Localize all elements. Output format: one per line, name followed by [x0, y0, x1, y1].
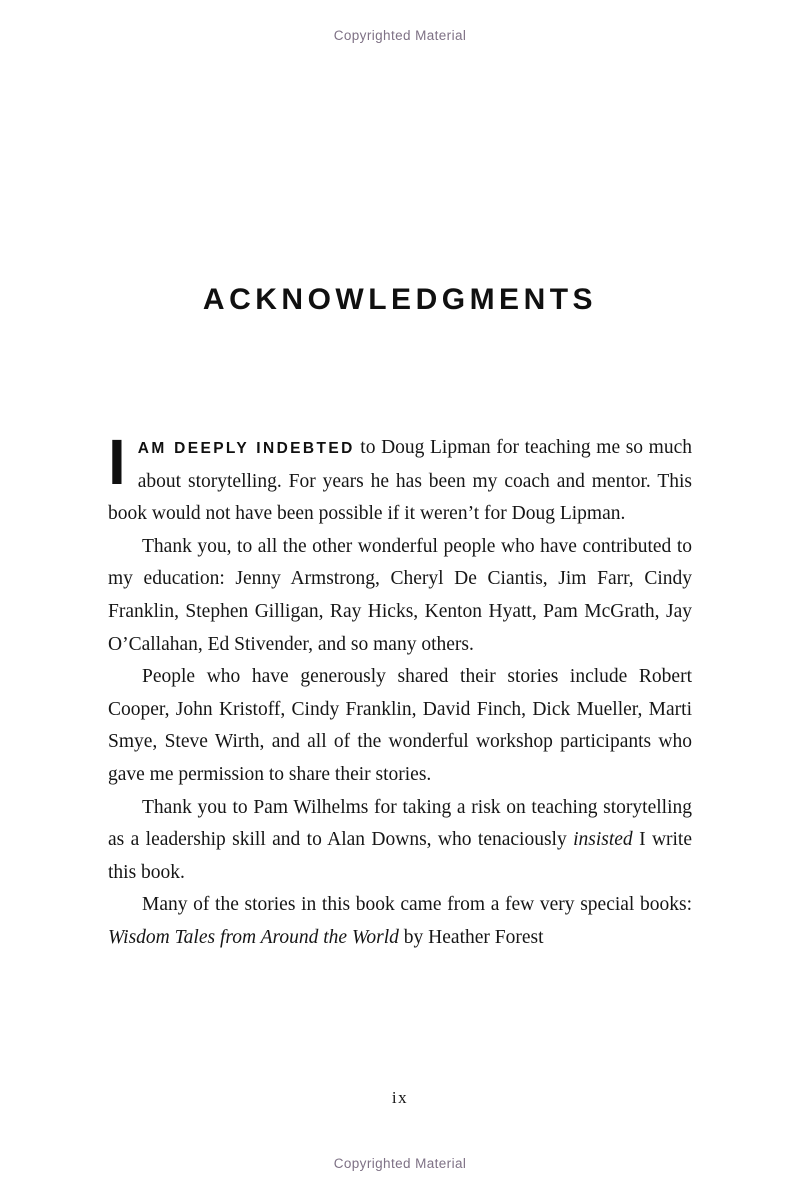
text-segment: People who have generously shared their stories include Robert Cooper, John Kristoff, Cindy Franklin, David Finch, Dick Mueller, Marti Smye, Steve Wirth, and all of the wonderful workshop participants who gave me permission to share their stories. — [108, 666, 692, 785]
text-segment: Wisdom Tales from Around the World — [108, 926, 399, 948]
dropcap-letter: I — [108, 426, 126, 498]
paragraph — [108, 661, 692, 791]
copyright-notice-bottom: Copyrighted Material — [333, 1156, 467, 1171]
paragraph — [108, 889, 692, 954]
copyright-notice-top: Copyrighted Material — [333, 28, 467, 43]
paragraph — [108, 792, 692, 890]
text-segment: by Heather Forest — [398, 926, 544, 948]
paragraph — [108, 531, 692, 661]
text-segment: AM DEEPLY INDEBTED — [137, 440, 355, 457]
text-segment: insisted — [573, 829, 633, 851]
text-segment: Thank you, to all the other wonderful people who have contributed to my education: Jenny Armstrong, Cheryl De Ciantis, Jim Farr, Cindy Franklin, Stephen Gilligan, Ray Hicks, Kenton Hyatt, Pam McGrath, Jay O’Callahan, Ed Stivender, and so many others. — [108, 535, 692, 655]
body-text — [108, 426, 693, 955]
text-segment: Thank you to Pam Wilhelms for taking a risk on teaching storytelling as a leadership skill and to Alan Downs, who tenaciously — [108, 796, 692, 851]
text-segment: to Doug Lipman for teaching me so much about storytelling. For years he has been my coach and mentor. This book would not have been possible if it weren’t for Doug Lipman. — [108, 437, 692, 525]
page-title: ACKNOWLEDGMENTS — [202, 283, 598, 317]
paragraph — [108, 426, 692, 531]
page-number: ix — [391, 1088, 409, 1107]
text-segment: Many of the stories in this book came from a few very special books: — [142, 894, 692, 916]
text-segment: I write this book. — [108, 829, 693, 883]
